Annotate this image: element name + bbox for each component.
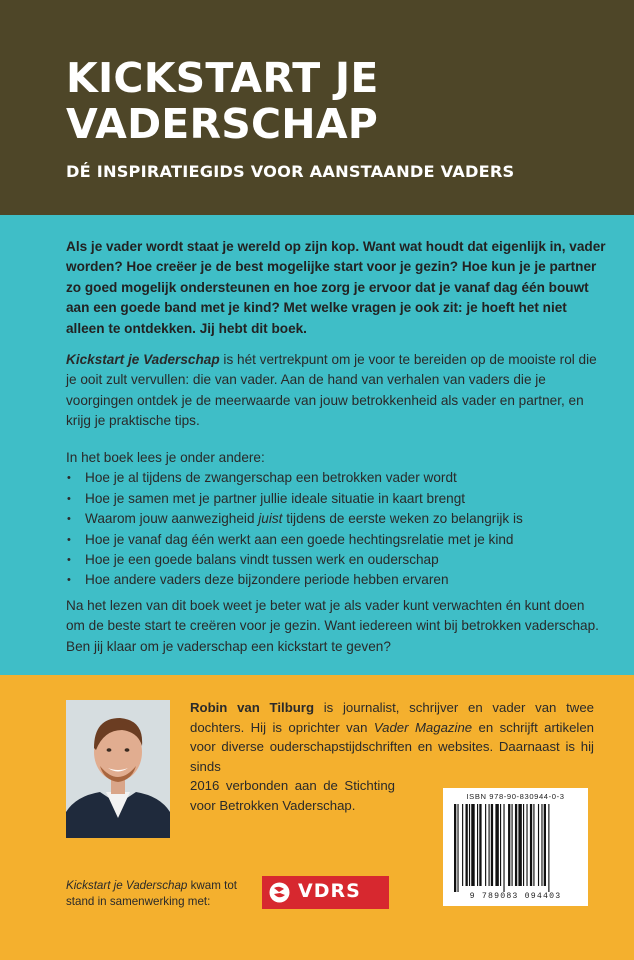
barcode-bar <box>530 804 532 886</box>
author-bio: Robin van Tilburg is journalist, schrijver en vader van twee dochters. Hij is oprichter van Vader Magazine en schrijft artikelen voor diverse ouderschapstijdschriften en websites. Daarnaast is hij sinds 2016 verbonden aan de Stichting voor Betrokken Vaderschap. <box>190 698 594 815</box>
barcode-bar <box>466 804 468 886</box>
collab-book-title: Kickstart je Vaderschap <box>66 879 188 892</box>
list-item: • Hoe je vanaf dag één werkt aan een goede hechtingsrelatie met je kind <box>66 530 606 550</box>
barcode-bar <box>495 804 498 886</box>
vdrs-logo <box>262 876 389 909</box>
closing-paragraph: Na het lezen van dit boek weet je beter wat je als vader kunt verwachten én kunt doen om de beste start te creëren voor je gezin. Want iedereen wint bij betrokken vaderschap. Ben jij klaar om je vaderschap een kickstart te geven? <box>66 598 599 654</box>
bullet-icon: • <box>67 472 71 485</box>
barcode-bar <box>533 804 534 886</box>
intro-paragraph: Als je vader wordt staat je wereld op zijn kop. Want wat houdt dat eigenlijk in, vader worden? Hoe creëer je de best mogelijke start voor je gezin? Hoe kun je je partner zo goed mogelijk ondersteunen en hoe zorg je ervoor dat je vanaf dag één bouwt aan een goede band met je kind? Met welke vragen je ook zit: je hoeft het niet alleen te ontdekken. Jij hebt dit boek. <box>66 239 606 336</box>
isbn-number: 9 789083 094403 <box>469 892 562 901</box>
header-band <box>0 0 634 215</box>
barcode-bar <box>485 804 486 886</box>
barcode-bar <box>544 804 546 886</box>
bullet-icon: • <box>67 533 71 546</box>
magazine-title: Vader Magazine <box>373 719 473 735</box>
barcode-bar <box>523 804 524 886</box>
barcode-bar <box>489 804 490 886</box>
bullet-icon: • <box>67 574 71 587</box>
barcode-icon <box>452 804 580 892</box>
barcode-bar <box>526 804 527 886</box>
barcode-bar <box>471 804 474 886</box>
barcode-bar <box>500 804 501 886</box>
barcode-bar <box>454 804 456 892</box>
barcode <box>443 788 588 906</box>
barcode-bar <box>512 804 513 886</box>
barcode-bar <box>457 804 458 892</box>
list-item: • Hoe je al tijdens de zwangerschap een betrokken vader wordt <box>66 468 606 488</box>
list-item: • Hoe je een goede balans vindt tussen werk en ouderschap <box>66 550 606 570</box>
author-portrait-icon <box>66 700 170 838</box>
bullet-list <box>66 468 606 590</box>
bullet-icon: • <box>67 554 71 567</box>
barcode-bar <box>515 804 517 886</box>
author-name: Robin van Tilburg <box>190 700 314 715</box>
barcode-bar <box>508 804 510 886</box>
list-heading: In het boek lees je onder andere: <box>66 450 265 465</box>
author-bio-tail: 2016 verbonden aan de Stichting voor Betrokken Vaderschap. <box>190 778 395 813</box>
barcode-bar <box>477 804 478 886</box>
list-item: • Hoe andere vaders deze bijzondere periode hebben ervaren <box>66 570 606 590</box>
list-item: • Hoe je samen met je partner jullie ideale situatie in kaart brengt <box>66 489 606 509</box>
list-item: • Waarom jouw aanwezigheid juist tijdens de eerste weken zo belangrijk is <box>66 509 606 529</box>
isbn-label: ISBN 978-90-830944-0-3 <box>466 792 565 801</box>
barcode-bar <box>491 804 493 886</box>
vdrs-logo-text: VDRS <box>298 880 361 902</box>
barcode-bar <box>518 804 521 886</box>
author-photo <box>66 700 170 838</box>
bullet-icon: • <box>67 513 71 526</box>
description-paragraph <box>66 350 606 432</box>
barcode-bar <box>462 804 463 886</box>
description-text: is hét vertrekpunt om je voor te bereiden op de mooiste rol die je ooit zult vervullen: die van vader. Aan de hand van verhalen van vaders die je voorgingen ontdek je de meerwaarde van jouw betrokkenheid als vader en partner, en krijg je praktische tips. <box>66 352 597 429</box>
barcode-bar <box>469 804 470 886</box>
contents-list <box>66 448 606 591</box>
barcode-bar <box>479 804 481 886</box>
collaboration-note: Kickstart je Vaderschap kwam tot stand in samenwerking met: <box>66 879 237 908</box>
bullet-icon: • <box>67 492 71 505</box>
barcode-bar <box>541 804 542 886</box>
barcode-bar <box>503 804 504 892</box>
barcode-bar <box>548 804 549 892</box>
book-title: KICKSTART JE VADERSCHAP <box>66 54 379 148</box>
vdrs-emblem-icon <box>269 882 290 903</box>
book-subtitle: DÉ INSPIRATIEGIDS VOOR AANSTAANDE VADERS <box>66 162 515 181</box>
barcode-bar <box>538 804 539 886</box>
book-title-inline: Kickstart je Vaderschap <box>66 352 220 367</box>
